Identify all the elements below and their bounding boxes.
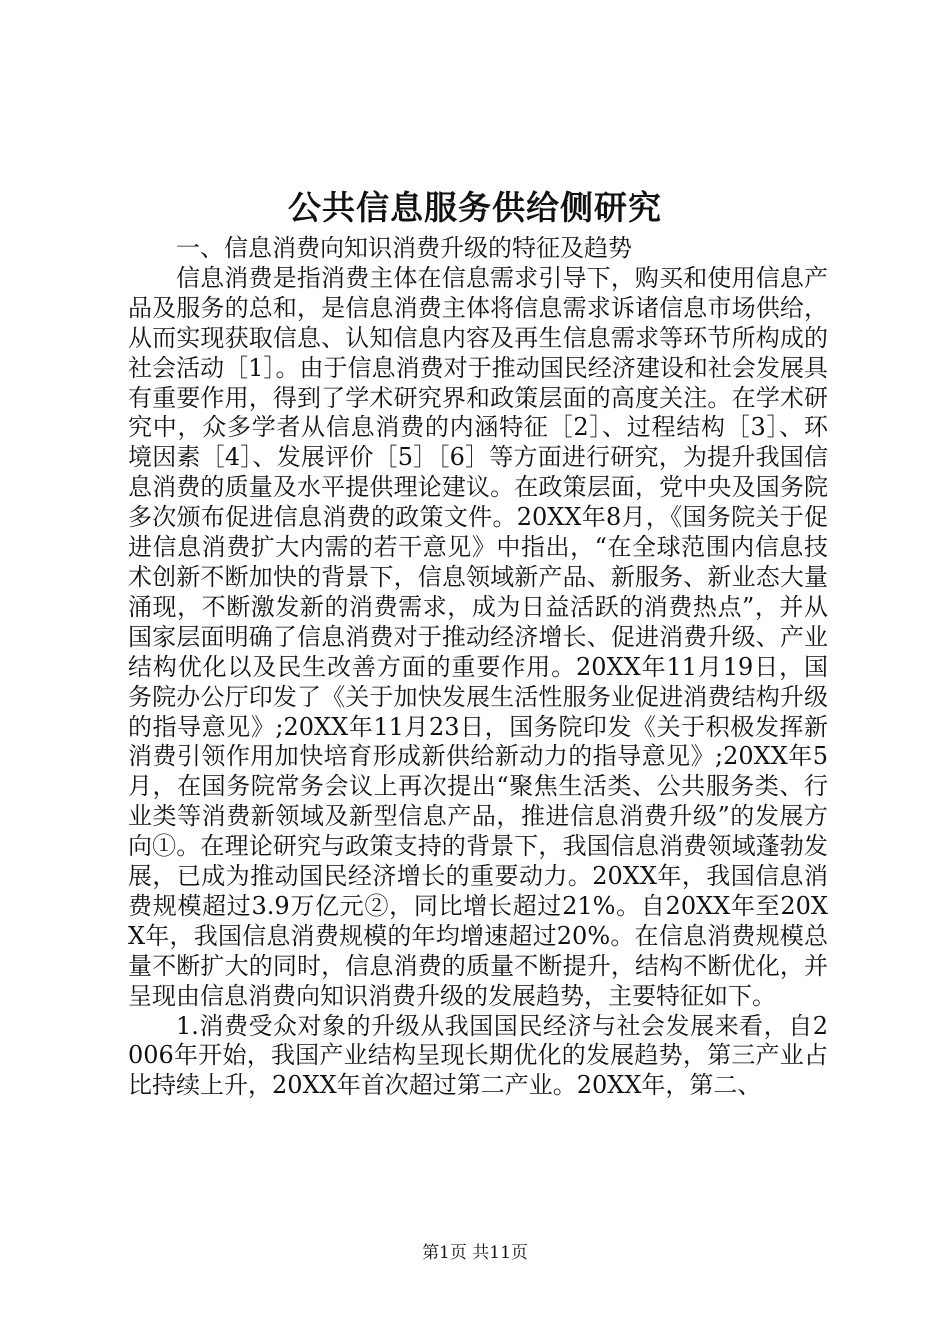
document-body bbox=[128, 234, 828, 1101]
document-title: 公共信息服务供给侧研究 bbox=[288, 188, 662, 227]
body-paragraph: 1.消费受众对象的升级从我国国民经济与社会发展来看，自2006年开始，我国产业结构呈现长期优化的发展趋势，第三产业占比持续上升，20XX年首次超过第二产业。20XX年，第二、 bbox=[128, 1011, 828, 1100]
section-heading: 一、信息消费向知识消费升级的特征及趋势 bbox=[176, 234, 632, 262]
page-footer: 第1页 共11页 bbox=[422, 1243, 528, 1263]
body-paragraph: 信息消费是指消费主体在信息需求引导下，购买和使用信息产品及服务的总和，是信息消费主体将信息需求诉诸信息市场供给，从而实现获取信息、认知信息内容及再生信息需求等环节所构成的社会活动［1］。由于信息消费对于推动国民经济建设和社会发展具有重要作用，得到了学术研究界和政策层面的高度关注。在学术研究中，众多学者从信息消费的内涵特征［2］、过程结构［3］、环境因素［4］、发展评价［5］［6］等方面进行研究，为提升我国信息消费的质量及水平提供理论建议。在政策层面，党中央及国务院多次颁布促进信息消费的政策文件。20XX年8月，《国务院关于促进信息消费扩大内需的若干意见》中指出，“在全球范围内信息技术创新不断加快的背景下，信息领域新产品、新服务、新业态大量涌现，不断激发新的消费需求，成为日益活跃的消费热点”，并从国家层面明确了信息消费对于推动经济增长、促进消费升级、产业结构优化以及民生改善方面的重要作用。20XX年11月19日，国务院办公厅印发了《关于加快发展生活性服务业促进消费结构升级的指导意见》;20XX年11月23日，国务院印发《关于积极发挥新消费引领作用加快培育形成新供给新动力的指导意见》;20XX年5月，在国务院常务会议上再次提出“聚焦生活类、公共服务类、行业类等消费新领域及新型信息产品，推进信息消费升级”的发展方向①。在理论研究与政策支持的背景下，我国信息消费领域蓬勃发展，已成为推动国民经济增长的重要动力。20XX年，我国信息消费规模超过3.9万亿元②，同比增长超过21%。自20XX年至20XX年，我国信息消费规模的年均增速超过20%。在信息消费规模总量不断扩大的同时，信息消费的质量不断提升，结构不断优化，并呈现由信息消费向知识消费升级的发展趋势，主要特征如下。 bbox=[128, 263, 828, 1010]
